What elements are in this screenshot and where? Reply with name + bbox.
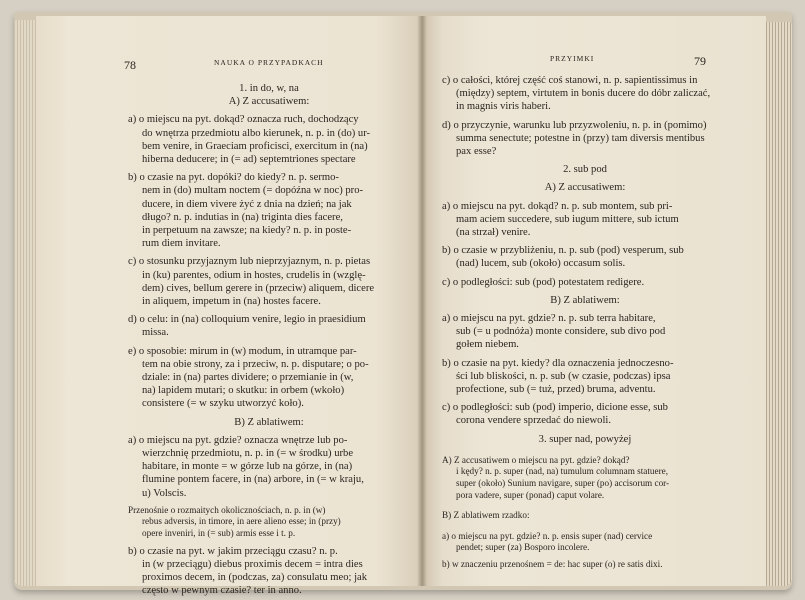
left-running-head: NAUKA O PRZYPADKACH [214, 58, 324, 67]
paragraph [128, 113, 410, 166]
paragraph [442, 119, 728, 159]
text-line: a) o miejscu na pyt. gdzie? n. p. sub terra habitare, [442, 313, 656, 325]
left-page-text [128, 82, 410, 597]
paragraph [442, 312, 728, 352]
paragraph [128, 255, 410, 308]
text-line: opere inveniri, in (= sub) armis esse i t. p. [142, 528, 296, 539]
text-line: b) o czasie w przybliżeniu, n. p. sub (pod) vesperum, sub [442, 245, 684, 257]
left-page-edges [14, 20, 38, 586]
text-line: Przenośnie o rozmaitych okolicznościach, n. p. in (w) [128, 504, 326, 515]
text-line: mam aciem succedere, sub iugum mittere, sub ictum [456, 213, 679, 225]
text-line: in magnis viris haberi. [456, 101, 551, 113]
paragraph [442, 244, 728, 270]
text-line: flumine pontem facere, in (na) arbore, in (= w kraju, [142, 474, 364, 486]
section-heading: 3. super nad, powyżej [538, 433, 632, 445]
text-line: rum diem invitare. [142, 238, 221, 250]
text-line: corona vendere sprzedać do niewoli. [456, 415, 612, 427]
text-line: rebus adversis, in timore, in aere alieno esse; in (przy) [142, 516, 341, 527]
text-line: a) o miejscu na pyt. dokąd? oznacza ruch, dochodzący [128, 114, 359, 126]
paragraph [442, 401, 728, 427]
spacer [442, 446, 728, 455]
right-page-edges [764, 22, 792, 586]
right-running-head: PRZYIMKI [550, 54, 595, 63]
text-line: b) o czasie na pyt. dopóki? do kiedy? n. p. sermo- [128, 172, 339, 184]
open-book [14, 12, 792, 597]
note-paragraph [442, 455, 728, 501]
section-heading: B) Z ablatiwem: [550, 294, 620, 306]
right-page [422, 16, 766, 586]
note-paragraph [442, 510, 728, 522]
note-paragraph [128, 505, 410, 540]
section-heading: 2. sub pod [563, 164, 607, 176]
paragraph [442, 276, 728, 289]
paragraph [128, 545, 410, 598]
text-line: do wnętrza przedmiotu albo kierunek, n. p. in (do) ur- [142, 127, 371, 139]
note-paragraph [442, 559, 728, 571]
text-line: in (w przeciągu) diebus proximis decem = intra dies [142, 558, 363, 570]
text-line: nem in (do) multam noctem (= dopóźna w noc) pro- [142, 185, 364, 197]
text-line: in (ku) parentes, odium in hostes, crudelis in (wzglę- [142, 269, 366, 281]
text-line: dem) cives, bellum gerere in (przeciw) aliquem, dicere [142, 282, 375, 294]
paragraph [442, 74, 728, 114]
text-line: pora vadere, super (ponad) caput volare. [456, 489, 605, 500]
section-heading: A) Z accusatiwem: [228, 96, 310, 108]
text-line: d) o przyczynie, warunku lub przyzwoleniu, n. p. in (pomimo) [442, 119, 707, 131]
paragraph [442, 200, 728, 240]
book-gutter [417, 16, 427, 586]
text-line: A) Z accusatiwem o miejscu na pyt. gdzie? dokąd? [442, 454, 630, 465]
text-line: consistere (= w szyku utworzyć koło). [142, 398, 304, 410]
paragraph [128, 313, 410, 339]
text-line: wierzchnię przedmiotu, n. p. in (= w środku) urbe [142, 448, 354, 460]
text-line: bem venire, in Graeciam proficisci, exercitum in (na) [142, 140, 368, 152]
text-line: in aliquem, impetum in (na) hostes facere. [142, 296, 321, 308]
spacer [442, 501, 728, 510]
text-line: a) o miejscu na pyt. gdzie? n. p. ensis super (nad) cervice [442, 530, 653, 541]
text-line: (nad) lucem, sub (około) occasum solis. [456, 258, 626, 270]
text-line: hiberna deducere; in (= ad) septemtriones spectare [142, 154, 356, 166]
text-line: długo? n. p. indutias in (na) triginta dies facere, [142, 211, 343, 223]
text-line: gołem niebem. [456, 339, 519, 351]
right-page-number: 79 [694, 54, 706, 68]
paragraph [128, 171, 410, 250]
text-line: in perpetuum na zawsze; na kiedy? n. p. in poste- [142, 225, 352, 237]
text-line: e) o sposobie: mirum in (w) modum, in utramque par- [128, 345, 357, 357]
text-line: d) o celu: in (na) colloquium venire, legio in praesidium [128, 314, 366, 326]
text-line: (na strzał) venire. [456, 227, 531, 239]
text-line: sub (= u podnóża) monte considere, sub divo pod [456, 326, 666, 338]
section-heading: 1. in do, w, na [239, 83, 299, 94]
text-line: c) o podległości: sub (pod) imperio, dicione esse, sub [442, 402, 668, 414]
text-line: profectione, sub (= tuż, przed) bruma, adventu. [456, 384, 656, 396]
text-line: ści lub bliskości, n. p. sub (w czasie, podczas) ipsa [456, 370, 671, 382]
text-line: (między) septem, virtutem in bonis ducere do dóbr zaliczać, [456, 88, 711, 100]
text-line: pendet; super (za) Bosporo incolere. [456, 542, 590, 553]
text-line: B) Z ablatiwem rzadko: [442, 510, 530, 521]
text-line: missa. [142, 327, 169, 339]
text-line: pax esse? [456, 146, 497, 158]
text-line: a) o miejscu na pyt. dokąd? n. p. sub montem, sub pri- [442, 200, 673, 212]
text-line: dziale: in (na) partes dividere; o przemianie in (w, [142, 372, 354, 384]
right-page-text [442, 74, 728, 571]
text-line: super (około) Sunium navigare, super (po) accisorum cor- [456, 478, 670, 489]
paragraph [128, 345, 410, 411]
text-line: b) o czasie na pyt. w jakim przeciągu czasu? n. p. [128, 545, 338, 557]
text-line: u) Volscis. [142, 487, 187, 499]
text-line: ducere, in diem vivere żyć z dnia na dzień; na jak [142, 198, 352, 210]
text-line: habitare, in monte = w górze lub na górze, in (na) [142, 461, 353, 473]
left-page [36, 16, 422, 597]
section-heading: B) Z ablatiwem: [234, 416, 304, 428]
paragraph [442, 357, 728, 397]
spacer [442, 522, 728, 531]
section-heading: A) Z accusatiwem: [544, 182, 626, 194]
paragraph [128, 434, 410, 500]
text-line: c) o całości, której część coś stanowi, n. p. sapientissimus in [442, 75, 698, 86]
left-page-number: 78 [124, 58, 136, 72]
note-paragraph [442, 531, 728, 554]
text-line: c) o podległości: sub (pod) potestatem redigere. [442, 276, 645, 288]
text-line: często w pewnym czasie? ter in anno. [142, 585, 302, 597]
text-line: a) o miejscu na pyt. gdzie? oznacza wnętrze lub po- [128, 434, 348, 446]
text-line: summa senectute; potestne in (przy) tam diversis mentibus [456, 132, 705, 144]
text-line: proximos decem, in (podczas, za) consulatu meo; jak [142, 572, 368, 584]
text-line: na) lapidem mutari; o skutku: in orbem (wkoło) [142, 385, 345, 397]
text-line: b) w znaczeniu przenośnem = de: hac super (o) re satis dixi. [442, 559, 663, 570]
text-line: tem na obie strony, za i przeciw, n. p. disputare; o po- [142, 358, 369, 370]
text-line: c) o stosunku przyjaznym lub nieprzyjaznym, n. p. pietas [128, 256, 371, 268]
text-line: b) o czasie na pyt. kiedy? dla oznaczenia jednoczesno- [442, 357, 674, 369]
text-line: i kędy? n. p. super (nad, na) tumulum columnam statuere, [456, 466, 669, 477]
